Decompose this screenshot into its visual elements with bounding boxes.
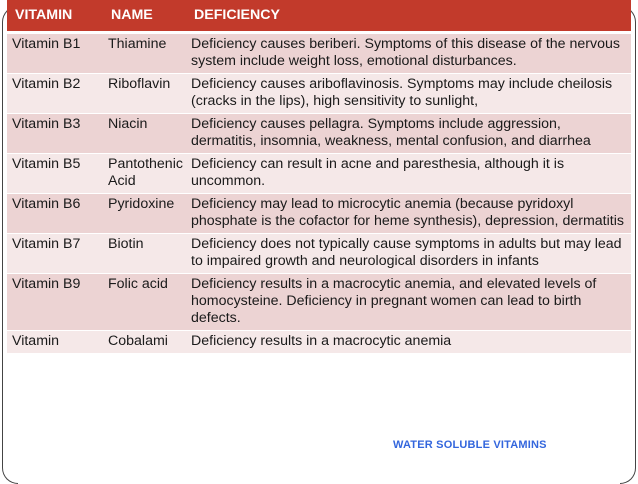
deficiency-cell: Deficiency does not typically cause symptoms in adults but may lead to impaired growth and neurological disorders in infants xyxy=(186,234,631,274)
header-vitamin: VITAMIN xyxy=(7,0,103,33)
table-row xyxy=(7,33,631,74)
watermark-label: WATER SOLUBLE VITAMINS xyxy=(393,439,547,451)
vitamin-cell: Vitamin B7 xyxy=(7,234,103,274)
header-name: NAME xyxy=(103,0,186,33)
name-cell: Folic acid xyxy=(103,274,186,331)
table-row xyxy=(7,194,631,234)
name-cell: Cobalami xyxy=(103,331,186,354)
deficiency-cell: Deficiency results in a macrocytic anemia xyxy=(186,331,631,354)
table-row xyxy=(7,274,631,331)
name-cell: Pyridoxine xyxy=(103,194,186,234)
vitamin-cell: Vitamin B1 xyxy=(7,33,103,74)
table-row xyxy=(7,234,631,274)
vitamin-cell: Vitamin B9 xyxy=(7,274,103,331)
deficiency-cell: Deficiency causes beriberi. Symptoms of this disease of the nervous system include weight loss, emotional disturbances. xyxy=(186,33,631,74)
vitamin-cell: Vitamin B5 xyxy=(7,154,103,194)
vitamin-table xyxy=(7,0,631,353)
table-header-row xyxy=(7,0,631,33)
name-cell: Niacin xyxy=(103,114,186,154)
table-row xyxy=(7,114,631,154)
name-cell: Pantothenic Acid xyxy=(103,154,186,194)
deficiency-cell: Deficiency causes ariboflavinosis. Symptoms may include cheilosis (cracks in the lips), high sensitivity to sunlight, xyxy=(186,74,631,114)
name-cell: Riboflavin xyxy=(103,74,186,114)
deficiency-cell: Deficiency results in a macrocytic anemia, and elevated levels of homocysteine. Deficiency in pregnant women can lead to birth defects. xyxy=(186,274,631,331)
vitamin-cell: Vitamin xyxy=(7,331,103,354)
vitamin-cell: Vitamin B3 xyxy=(7,114,103,154)
deficiency-cell: Deficiency causes pellagra. Symptoms include aggression, dermatitis, insomnia, weakness, mental confusion, and diarrhea xyxy=(186,114,631,154)
table-row xyxy=(7,74,631,114)
name-cell: Thiamine xyxy=(103,33,186,74)
vitamin-cell: Vitamin B2 xyxy=(7,74,103,114)
name-cell: Biotin xyxy=(103,234,186,274)
deficiency-cell: Deficiency may lead to microcytic anemia (because pyridoxyl phosphate is the cofactor for heme synthesis), depression, dermatitis xyxy=(186,194,631,234)
deficiency-cell: Deficiency can result in acne and paresthesia, although it is uncommon. xyxy=(186,154,631,194)
vitamin-cell: Vitamin B6 xyxy=(7,194,103,234)
table-row xyxy=(7,154,631,194)
table-row xyxy=(7,331,631,354)
header-deficiency: DEFICIENCY xyxy=(186,0,631,33)
